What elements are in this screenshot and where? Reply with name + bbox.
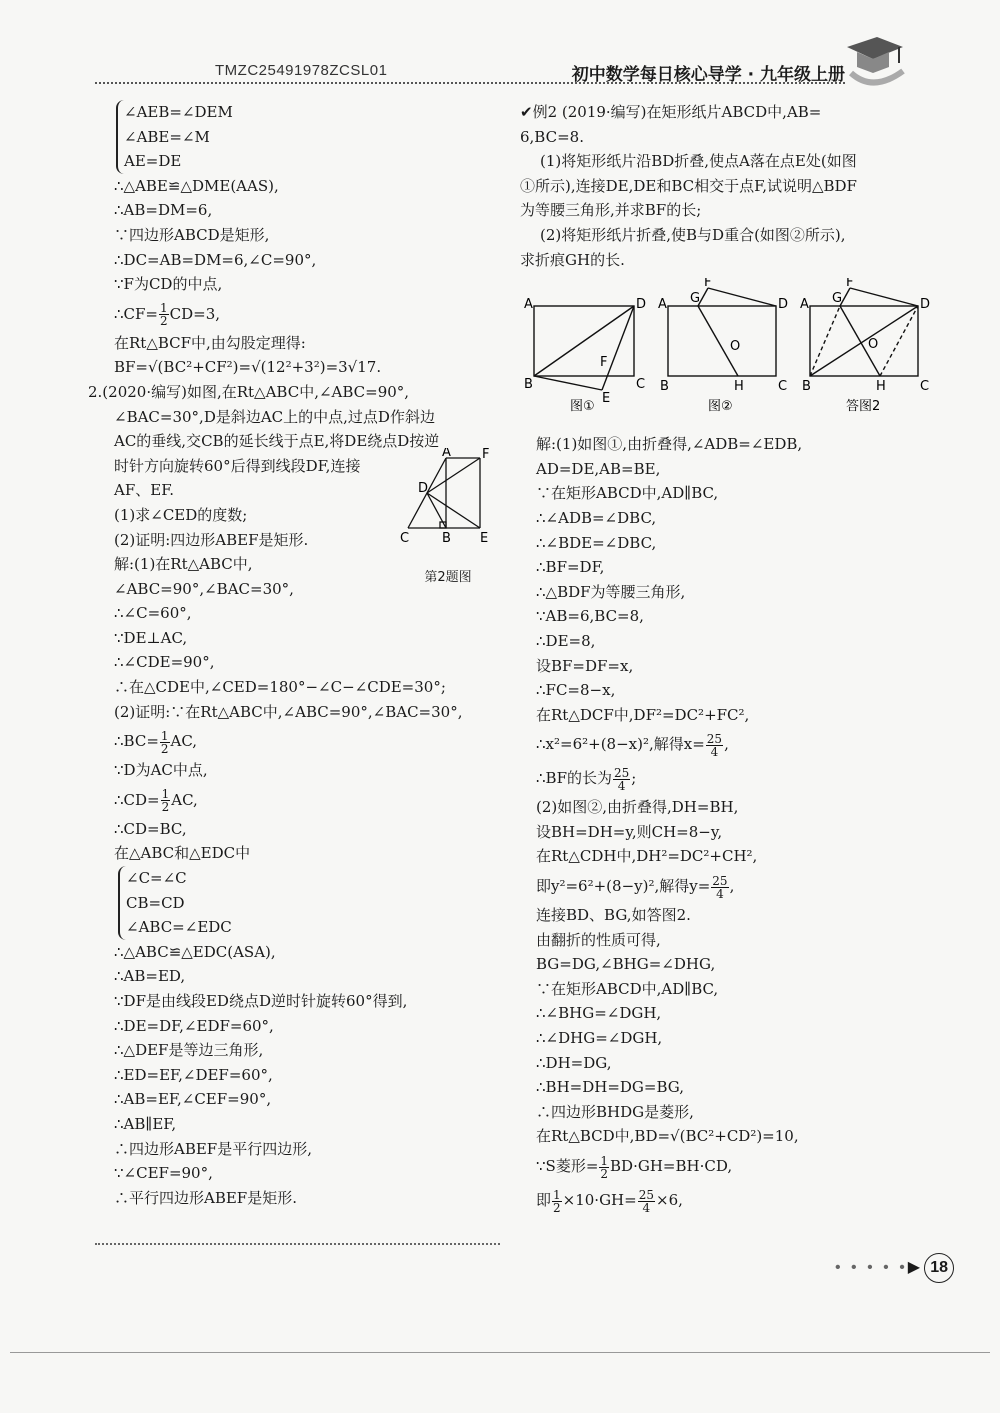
point-label: C [636,377,646,393]
figure-problem-2-svg [398,448,498,558]
text-line: (2)将矩形纸片折叠,使B与D重合(如图②所示), [540,225,846,244]
fraction-numerator: 25 [613,765,630,780]
figure-caption: 图① [570,399,595,415]
fraction [159,302,169,327]
fraction-numerator: 1 [160,728,169,743]
text-line: ∠ABC=90°,∠BAC=30°, [114,579,294,598]
right-column [520,100,930,1217]
text-line: ∴AB=DM=6, [114,201,213,220]
figure-caption: 答图2 [846,399,881,415]
text-line: 在Rt△DCF中,DF²=DC²+FC², [536,705,750,724]
problem-2-line: 2.(2020·编写)如图,在Rt△ABC中,∠ABC=90°, [88,382,410,401]
text-line: ∵F为CD的中点, [114,275,223,294]
text-line: ∴ED=EF,∠DEF=60°, [114,1065,273,1084]
text-line: ∴DH=DG, [536,1053,612,1072]
point-label: H [734,379,744,395]
text-line: ∠BAC=30°,D是斜边AC上的中点,过点D作斜边 [114,407,435,426]
fraction-numerator: 25 [706,731,723,746]
text-line: 解:(1)如图①,由折叠得,∠ADB=∠EDB, [536,435,803,454]
point-label: D [778,297,789,313]
point-label: E [480,531,489,547]
text-line: 解:(1)在Rt△ABC中, [114,555,253,574]
point-label: F [482,448,490,463]
text-line: 在△ABC和△EDC中 [114,844,251,863]
text-line [520,869,930,903]
point-label: A [800,297,809,313]
text-line: (2)证明:四边形ABEF是矩形. [114,530,309,549]
text-fragment: 即y²=6²+(8−y)²,解得y= [536,877,711,896]
brace-group-2 [118,866,498,940]
point-label: C [920,379,930,395]
fraction-numerator: 25 [712,873,728,888]
example-2-title [520,100,930,125]
text-line: ∵四边形ABCD是矩形, [114,225,270,244]
text-line [520,761,930,795]
text-fragment: ∴CD= [114,790,160,809]
text-line: AE=DE [124,152,182,171]
fraction-denominator: 4 [710,744,719,759]
check-icon: ✔ [520,103,533,121]
text-line: 在Rt△BCD中,BD=√(BC²+CD²)=10, [536,1127,799,1146]
point-label: B [524,377,533,393]
example-2-figures-svg [520,278,930,428]
text-line: AF、EF. [114,481,175,500]
text-line: AD=DE,AB=BE, [536,459,661,478]
brace-group-1 [116,100,498,174]
fraction-numerator: 1 [160,301,168,316]
text-fragment: 即 [536,1191,552,1209]
point-label: A [524,297,533,313]
point-label: C [778,379,788,395]
text-line: (2)如图②,由折叠得,DH=BH, [536,798,739,817]
page-number: 18 [924,1253,954,1283]
fraction [161,788,171,813]
text-fragment: AC, [171,790,198,809]
text-line: (1)将矩形纸片沿BD折叠,使点A落在点E处(如图 [540,152,857,171]
text-line: 6,BC=8. [520,127,584,146]
text-line: ∵DF是由线段ED绕点D逆时针旋转60°得到, [114,992,408,1010]
text-fragment: AC, [170,732,198,751]
text-line: CB=CD [126,893,185,912]
fraction-denominator: 4 [617,778,626,793]
example-2-figures [520,278,930,428]
text-line: ∴∠CDE=90°, [114,653,215,672]
fraction-numerator: 1 [553,1187,561,1202]
page-header [95,58,905,88]
page-number-badge [835,1253,954,1283]
point-label: G [832,291,843,307]
text-line: ∵∠CEF=90°, [114,1164,213,1183]
text-line [520,1183,930,1217]
fraction-denominator: 2 [600,1166,609,1181]
text-line: 设BH=DH=y,则CH=8−y, [536,822,723,841]
text-line: ∵DE⊥AC, [114,628,188,647]
text-line: ∴四边形BHDG是菱形, [536,1102,694,1121]
text-line: ∠ABE=∠M [124,127,210,146]
point-label: E [602,391,611,407]
text-line: 为等腰三角形,并求BF的长; [520,201,702,220]
text-line: ∴平行四边形ABEF是矩形. [114,1188,297,1207]
figure-problem-2 [398,448,498,590]
text-line [520,1149,930,1183]
graduation-cap-icon [843,33,905,88]
text-line [98,297,498,331]
point-label: B [660,379,669,395]
text-line: ∵在矩形ABCD中,AD∥BC, [536,484,719,503]
text-line: ∴△ABC≌△EDC(ASA), [114,942,276,961]
fraction [706,733,723,758]
point-label: H [876,379,886,395]
fraction-numerator: 1 [600,1153,609,1168]
text-line: ∴CD=BC, [114,819,187,838]
fraction [711,875,728,900]
text-line: ∴∠BDE=∠DBC, [536,533,657,552]
text-fragment: , [724,735,729,754]
text-line: ∵在矩形ABCD中,AD∥BC, [536,979,719,998]
text-line: ∴DE=DF,∠EDF=60°, [114,1016,274,1035]
text-fragment: BD·GH=BH·CD, [610,1157,733,1175]
text-line: ∴BH=DH=DG=BG, [536,1078,684,1097]
text-line: ∠AEB=∠DEM [124,103,233,121]
point-label: A [442,448,451,461]
text-line [520,727,930,761]
point-label: G [690,291,701,307]
text-line: AC的垂线,交CB的延长线于点E,将DE绕点D按逆 [114,432,440,451]
text-line: ∴四边形ABEF是平行四边形, [114,1139,312,1158]
fraction [552,1189,562,1214]
point-label: F [600,355,608,371]
text-line: ∴AB=ED, [114,967,186,986]
point-label: C [400,531,410,547]
fraction-denominator: 2 [161,800,170,815]
text-line: ∴△ABE≌△DME(AAS), [114,176,279,195]
fraction [613,767,630,792]
text-line: ∠ABC=∠EDC [126,918,232,937]
text-line: ∴∠C=60°, [114,604,192,623]
text-line: ∵D为AC中点, [114,761,208,780]
text-fragment: 例2 (2019·编写)在矩形纸片ABCD中,AB= [532,103,822,121]
book-title: 初中数学每日核心导学 · 九年级上册 [571,65,845,85]
figure-caption: 图② [708,399,733,415]
point-label: O [730,339,741,355]
text-line: 设BF=DF=x, [536,656,634,675]
text-line: ∴△BDF为等腰三角形, [536,582,686,601]
text-fragment: ∴BF的长为 [536,769,612,788]
footer-rule [95,1243,500,1245]
text-line: BF=√(BC²+CF²)=√(12²+3²)=3√17. [114,358,382,377]
point-label: A [658,297,667,313]
point-label: D [636,297,647,313]
text-line: (1)求∠CED的度数; [114,505,248,524]
text-line: ∴AB∥EF, [114,1114,177,1133]
text-fragment: ×6, [656,1191,683,1209]
fraction-numerator: 25 [638,1187,654,1202]
text-fragment: , [729,877,735,896]
text-fragment: ; [631,769,637,788]
fraction-denominator: 2 [160,741,169,756]
fraction-denominator: 4 [716,886,724,901]
text-fragment: ∴x²=6²+(8−x)²,解得x= [536,735,705,754]
fraction-denominator: 2 [553,1200,561,1215]
text-line: 由翻折的性质可得, [536,930,661,949]
text-line: 在Rt△BCF中,由勾股定理得: [114,333,306,352]
scan-edge-line [10,1352,990,1353]
text-line [98,724,498,758]
text-line: ①所示),连接DE,DE和BC相交于点F,试说明△BDF [520,176,857,195]
arrow-icon: ▶ [907,1259,921,1276]
text-fragment: ∴BC= [114,732,159,751]
point-label: D [418,481,429,497]
text-line: ∴FC=8−x, [536,681,616,700]
text-line: ∴∠ADB=∠DBC, [536,508,657,527]
text-line: ∠C=∠C [126,869,187,888]
text-line: 求折痕GH的长. [520,250,625,269]
point-label: D [920,297,930,313]
text-fragment: ∵S菱形= [536,1157,599,1175]
text-line: 时针方向旋转60°后得到线段DF,连接 [114,456,361,475]
left-column [88,100,498,1210]
book-code: TMZC25491978ZCSL01 [215,62,388,79]
point-label: F [704,278,712,291]
fraction-denominator: 2 [160,314,168,329]
text-line: ∵AB=6,BC=8, [536,607,644,626]
text-line: 连接BD、BG,如答图2. [536,906,691,925]
point-label: O [868,337,879,353]
header-rule [95,82,845,84]
fraction [160,730,170,755]
fraction-denominator: 4 [642,1200,651,1215]
text-line: ∴∠DHG=∠DGH, [536,1029,663,1048]
point-label: B [802,379,811,395]
text-line: BG=DG,∠BHG=∠DHG, [536,955,716,974]
text-line: ∴∠BHG=∠DGH, [536,1004,662,1023]
text-line: ∴BF=DF, [536,558,605,577]
dots-decoration: • • • • • [835,1259,908,1276]
fraction [599,1155,609,1180]
text-line: ∴DC=AB=DM=6,∠C=90°, [114,250,317,269]
text-line: ∴在△CDE中,∠CED=180°−∠C−∠CDE=30°; [114,678,446,697]
point-label: F [846,278,854,291]
point-label: B [442,531,451,547]
figure-caption: 第2题图 [424,569,472,585]
text-fragment: ∴CF= [114,304,158,323]
fraction-numerator: 1 [161,787,170,802]
text-line: ∴△DEF是等边三角形, [114,1041,264,1060]
fraction [638,1189,655,1214]
text-line: ∴AB=EF,∠CEF=90°, [114,1090,272,1109]
text-line [98,783,498,817]
text-line: (2)证明:∵在Rt△ABC中,∠ABC=90°,∠BAC=30°, [114,702,463,721]
text-line: 在Rt△CDH中,DH²=DC²+CH², [536,847,758,866]
text-fragment: ×10·GH= [562,1191,637,1209]
text-line: ∴DE=8, [536,631,596,650]
text-fragment: CD=3, [169,304,221,323]
